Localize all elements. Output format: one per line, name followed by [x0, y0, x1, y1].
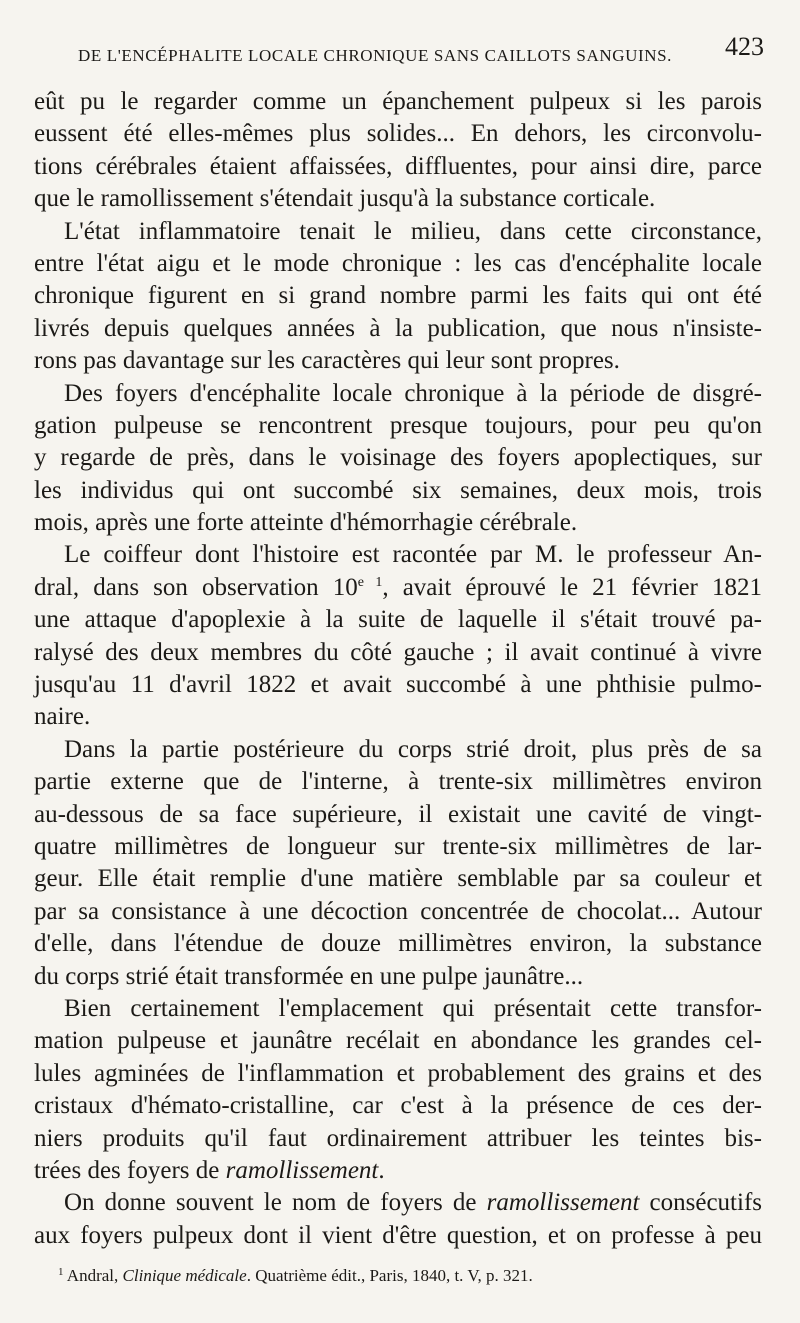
text-line: entre l'état aigu et le mode chronique : les cas d'encéphalite locale [34, 249, 762, 277]
text-line: Des foyers d'encéphalite locale chronique à la période de disgré- [64, 379, 762, 407]
text-line: geur. Elle était remplie d'une matière semblable par sa couleur et [34, 865, 762, 893]
text-line: y regarde de près, dans le voisinage des foyers apoplectiques, sur [34, 444, 762, 472]
text-line: livrés depuis quelques années à la publication, que nous n'insiste- [34, 314, 762, 342]
footnote-marker: 1 [58, 1266, 64, 1278]
text-line: mois, après une forte atteinte d'hémorrhagie cérébrale. [34, 509, 578, 537]
text-line: Dans la partie postérieure du corps strié droit, plus près de sa [64, 735, 762, 763]
footnote-title: Clinique médicale [122, 1266, 247, 1285]
text-line: quatre millimètres de longueur sur trente-six millimètres de lar- [34, 832, 762, 860]
text-line: rons pas davantage sur les caractères qui leur sont propres. [34, 347, 620, 375]
text-line: eussent été elles-mêmes plus solides... En dehors, les circonvolu- [34, 120, 762, 148]
footnote-author: Andral, [63, 1266, 123, 1285]
text-line: ralysé des deux membres du côté gauche ; il avait continué à vivre [34, 638, 762, 666]
text-line: Bien certainement l'emplacement qui présentait cette transfor- [64, 994, 762, 1022]
text-run: consécutifs [639, 1189, 762, 1217]
text-line: L'état inflammatoire tenait le milieu, dans cette circonstance, [64, 217, 762, 245]
text-line: lules agminées de l'inflammation et probablement des grains et des [34, 1059, 762, 1087]
text-line: du corps strié était transformée en une pulpe jaunâtre... [34, 962, 584, 990]
footnote-details: . Quatrième édit., Paris, 1840, t. V, p. 321. [246, 1266, 533, 1285]
italic-term: ramollissement [225, 1156, 379, 1184]
text-line: eût pu le regarder comme un épanchement pulpeux si les parois [34, 88, 762, 115]
text-line: gation pulpeuse se rencontrent presque toujours, pour peu qu'on [34, 411, 762, 439]
text-line: au-dessous de sa face supérieure, il existait une cavité de vingt- [34, 800, 762, 828]
text-run: . [378, 1156, 385, 1184]
text-line: les individus qui ont succombé six semaines, deux mois, trois [34, 476, 762, 504]
running-head [78, 32, 764, 72]
text-line: par sa consistance à une décoction concentrée de chocolat... Autour [34, 897, 762, 925]
italic-term: ramollissement [486, 1189, 640, 1217]
text-line: jusqu'au 11 d'avril 1822 et avait succombé à une phthisie pulmo- [34, 671, 762, 699]
text-line: chronique figurent en si grand nombre parmi les faits qui ont été [34, 282, 762, 310]
text-line: mation pulpeuse et jaunâtre recélait en abondance les grandes cel- [34, 1027, 762, 1055]
text-line: partie externe que de l'interne, à trente-six millimètres environ [34, 768, 762, 796]
text-line: une attaque d'apoplexie à la suite de laquelle il s'était trouvé pa- [34, 606, 762, 634]
text-run: trées des foyers de [34, 1156, 226, 1184]
text-run: dral, dans son observation 10 [34, 573, 358, 601]
text-line [34, 572, 762, 604]
text-line: naire. [34, 703, 91, 731]
text-line: Le coiffeur dont l'histoire est racontée par M. le professeur An- [64, 541, 762, 569]
text-line: que le ramollissement s'étendait jusqu'à la substance corticale. [34, 185, 656, 213]
footnote [58, 1266, 758, 1286]
text-line: tions cérébrales étaient affaissées, diffluentes, pour ainsi dire, parce [34, 152, 762, 180]
text-line [34, 1187, 762, 1219]
text-line [34, 1155, 762, 1187]
text-run: , avait éprouvé le 21 février 1821 [382, 573, 762, 601]
page-number: 423 [725, 32, 764, 61]
footnote-ref: e 1 [357, 574, 383, 590]
text-line: aux foyers pulpeux dont il vient d'être question, et on professe à peu [34, 1221, 762, 1249]
text-line: cristaux d'hémato-cristalline, car c'est à la présence de ces der- [34, 1092, 762, 1120]
text-line: d'elle, dans l'étendue de douze millimètres environ, la substance [34, 930, 762, 958]
text-line: niers produits qu'il faut ordinairement attribuer les teintes bis- [34, 1124, 762, 1152]
running-title: DE L'ENCÉPHALITE LOCALE CHRONIQUE SANS CAILLOTS SANGUINS. [78, 46, 672, 65]
text-run: On donne souvent le nom de foyers de [64, 1189, 487, 1217]
body-text [34, 86, 762, 1252]
